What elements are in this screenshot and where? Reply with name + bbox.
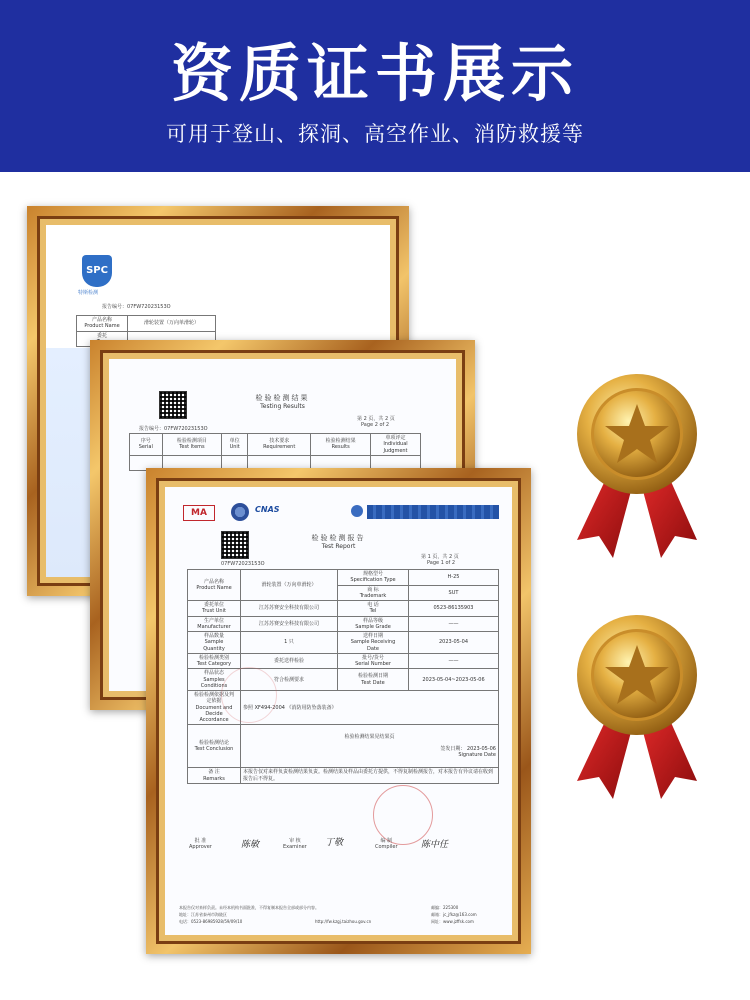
product-name-value: 滑轮装置（万向单滑轮） xyxy=(128,316,216,332)
approver-signature: 陈敏 xyxy=(241,840,260,850)
spc-logo-caption: 特斯检测 xyxy=(78,290,99,296)
results-title: 检验检测结果 xyxy=(255,394,310,402)
client-label: 委托 xyxy=(77,331,128,347)
certificate-front xyxy=(165,487,512,935)
conclusion-label: 检验检测结论 Test Conclusion xyxy=(188,725,241,768)
page-title: 资质证书展示 xyxy=(170,37,579,110)
institute-emblem xyxy=(351,505,363,517)
table-row xyxy=(188,768,499,784)
cell-value: 江苏苏赛安全科技有限公司 xyxy=(241,601,338,617)
cell-label: 产品名称 Product Name xyxy=(188,570,241,601)
report-number: 报告编号：07FW72023153O xyxy=(139,426,208,432)
cell-label: 样品状态 Samples Conditions xyxy=(188,669,241,691)
page-subtitle: 可用于登山、探洞、高空作业、消防救援等 xyxy=(166,122,584,146)
cell-label: 委托单位 Trust Unit xyxy=(188,601,241,617)
cma-logo: MA xyxy=(183,505,215,521)
remarks-label: 备 注 Remarks xyxy=(188,768,241,784)
page-indicator: 第 1 页，共 2 页 xyxy=(421,554,459,560)
results-table xyxy=(129,433,421,471)
report-number: 报告编号：07FW72023153O xyxy=(102,304,171,310)
compiler-label: 编 制 Compiler xyxy=(375,838,398,850)
report-number: 07FW72023153O xyxy=(221,561,265,567)
cell-label: 规格型号 Specification Type xyxy=(338,570,409,586)
table-row xyxy=(188,601,499,617)
faded-stamp xyxy=(221,667,277,723)
report-title: 检验检测报告 xyxy=(311,534,366,542)
examiner-signature: 丁敬 xyxy=(325,838,344,848)
cell-label: 送样日期 Sample Receiving Date xyxy=(338,632,409,654)
basis-value: 参照 XF494-2004 《消防用防坠落装备》 xyxy=(241,691,499,725)
cell-label: 商 标 Trademark xyxy=(338,585,409,601)
footer-mail: 邮箱：jc_jfkz@163.com xyxy=(431,912,477,917)
cell-value: 滑轮装置（万向单滑轮） xyxy=(241,570,338,601)
column-header: 单项评定 Individual Judgment xyxy=(370,434,420,456)
cell-label: 样品数量 Sample Quantity xyxy=(188,632,241,654)
cell-label: 样品等级 Sample Grade xyxy=(338,616,409,632)
examiner-label: 审 核 Examiner xyxy=(283,838,307,850)
product-name-label: 产品名称 Product Name xyxy=(77,316,128,332)
certificate-frame-front xyxy=(146,468,531,954)
table-row xyxy=(188,616,499,632)
cell-value: 符合检测要求 xyxy=(241,669,338,691)
cell-value: 0523-86135903 xyxy=(409,601,499,617)
cell-value: 委托送样检验 xyxy=(241,653,338,669)
cell-value: 2023-05-04~2023-05-06 xyxy=(409,669,499,691)
remarks-value: 本报告仅对来样负责检测结果负责。检测结果及样品由委托方提供，不得复制检测报告，对本报告有异议请在收到报告后不得复。 xyxy=(241,768,499,784)
cell-label: 生产单位 Manufacturer xyxy=(188,616,241,632)
issue-date: 签发日期： 2023-05-06 xyxy=(440,746,496,753)
cell-value: 1 只 xyxy=(241,632,338,654)
page-indicator-en: Page 1 of 2 xyxy=(427,560,456,566)
footer-address: 地址：江苏省泰州市海陵区 xyxy=(179,912,227,917)
cnas-logo: CNAS xyxy=(255,505,280,514)
cell-label: 检验检测日期 Test Date xyxy=(338,669,409,691)
issue-date-en: Signature Date xyxy=(458,752,496,759)
table-row xyxy=(188,570,499,586)
cell-value: 2023-05-04 xyxy=(409,632,499,654)
column-header: 技术要求 Requirement xyxy=(248,434,311,456)
cell-value: —— xyxy=(409,616,499,632)
footer-zip: 邮编：225300 xyxy=(431,905,459,910)
cell-label: 批号/货号 Serial Number xyxy=(338,653,409,669)
spc-logo: SPC xyxy=(82,255,112,287)
cell-value: 江苏苏赛安全科技有限公司 xyxy=(241,616,338,632)
footer-phone: 电话：0523-86985928/59/09/10 xyxy=(179,919,243,924)
column-header: 检验检测结果 Results xyxy=(311,434,371,456)
footer-note: 本报告仅对来样负责。未经本机构书面批准，不得复制本报告全部或部分内容。 xyxy=(179,905,319,910)
cell-label: 电 话 Tel xyxy=(338,601,409,617)
report-title-en: Test Report xyxy=(321,543,356,550)
footer-web: http://fw.kzgj.taizhou.gov.cn xyxy=(315,919,372,924)
conclusion-value: 检验检测结果见结果页 xyxy=(344,733,395,740)
footer-site: 网址：www.jzffsk.com xyxy=(431,919,474,924)
cell-value: —— xyxy=(409,653,499,669)
column-header: 单位 Unit xyxy=(222,434,248,456)
gold-medal-icon xyxy=(573,613,701,805)
institute-name-band xyxy=(367,505,499,519)
column-header: 检验检测项目 Test Items xyxy=(162,434,222,456)
ilac-logo xyxy=(231,503,249,521)
cell-value: H-25 xyxy=(409,570,499,586)
table-row xyxy=(188,653,499,669)
results-title-en: Testing Results xyxy=(260,403,305,410)
table-row xyxy=(188,725,499,768)
official-stamp xyxy=(373,785,433,845)
gold-medal-icon xyxy=(573,372,701,564)
page-indicator-en: Page 2 of 2 xyxy=(361,422,390,428)
table-row xyxy=(188,632,499,654)
header-banner xyxy=(0,0,750,172)
approver-label: 批 准 Approver xyxy=(189,838,212,850)
column-header: 序号 Serial xyxy=(130,434,163,456)
cell-value: SUT xyxy=(409,585,499,601)
compiler-signature: 陈中任 xyxy=(421,840,449,850)
cell-label: 检验检测类别 Test Category xyxy=(188,653,241,669)
basis-label: 检验检测依据及判 定依据 Document and Decide Accordance xyxy=(188,691,241,725)
page-indicator: 第 2 页，共 2 页 xyxy=(357,416,395,422)
